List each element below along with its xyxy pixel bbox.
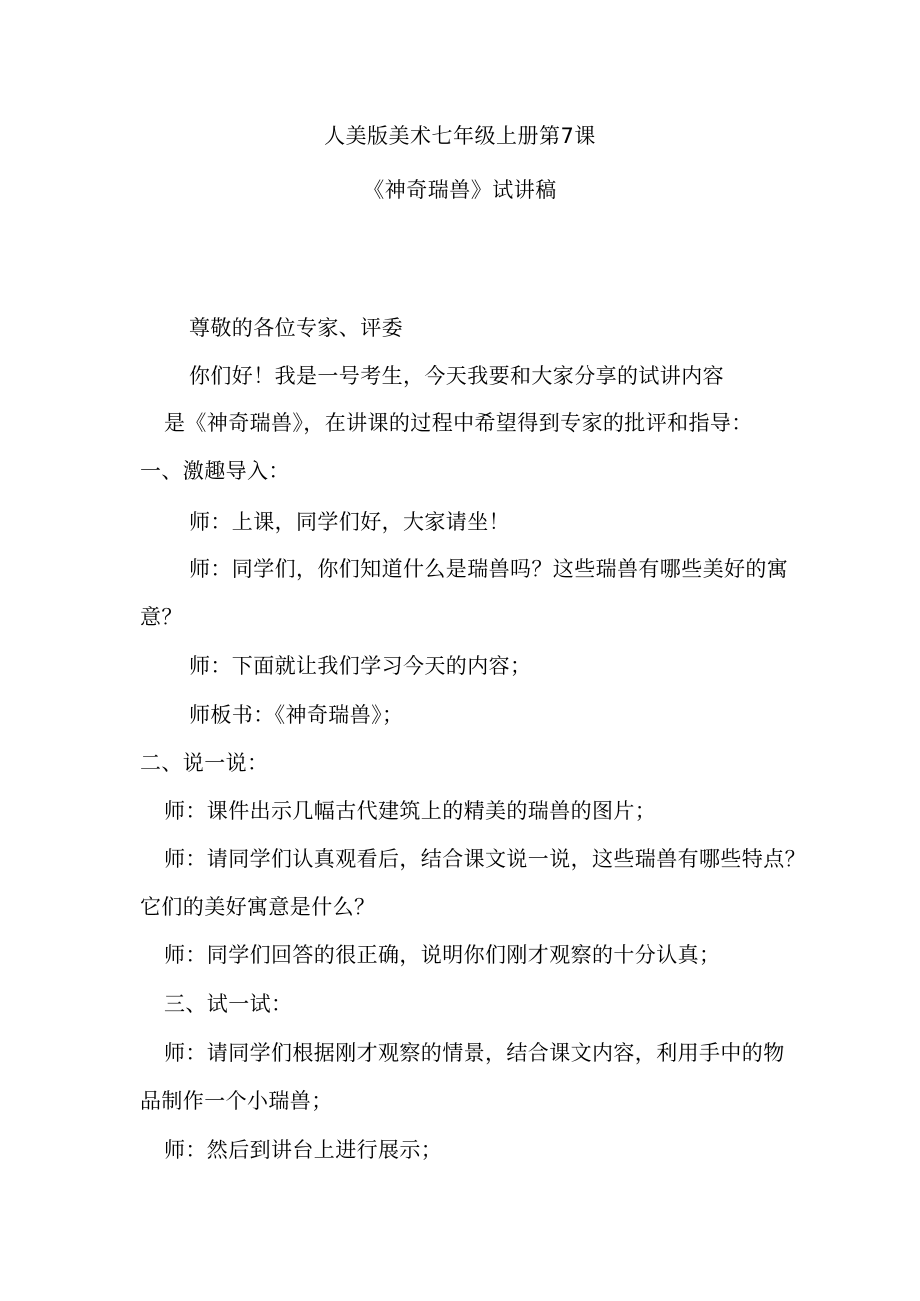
greeting-line: 尊敬的各位专家、评委 xyxy=(189,316,403,340)
intro-line-1: 你们好！我是一号考生，今天我要和大家分享的试讲内容 xyxy=(189,364,724,388)
paragraph-line: 意？ xyxy=(140,605,183,629)
section-heading-2: 二、说一说： xyxy=(140,751,269,775)
paragraph-line: 师：然后到讲台上进行展示； xyxy=(164,1138,443,1162)
document-subtitle: 《神奇瑞兽》试讲稿 xyxy=(363,178,557,202)
section-heading-3: 三、试一试： xyxy=(164,992,293,1016)
section-heading-1: 一、激趣导入： xyxy=(140,459,290,483)
paragraph-line: 师：请同学们认真观看后，结合课文说一说，这些瑞兽有哪些特点？ xyxy=(164,847,806,871)
paragraph-line: 师板书：《神奇瑞兽》； xyxy=(189,703,404,727)
paragraph-line: 师：下面就让我们学习今天的内容； xyxy=(189,654,532,678)
paragraph-line: 品制作一个小瑞兽； xyxy=(140,1089,333,1113)
paragraph-line: 它们的美好寓意是什么？ xyxy=(140,895,376,919)
paragraph-line: 师：课件出示几幅古代建筑上的精美的瑞兽的图片； xyxy=(164,799,657,823)
paragraph-line: 师：同学们回答的很正确，说明你们刚才观察的十分认真； xyxy=(164,943,721,967)
paragraph-line: 师：上课，同学们好，大家请坐！ xyxy=(189,510,510,534)
paragraph-line: 师：同学们，你们知道什么是瑞兽吗？这些瑞兽有哪些美好的寓 xyxy=(189,557,789,581)
intro-line-2: 是《神奇瑞兽》，在讲课的过程中希望得到专家的批评和指导： xyxy=(164,411,753,435)
document-title: 人美版美术七年级上册第7课 xyxy=(324,124,596,148)
paragraph-line: 师：请同学们根据刚才观察的情景，结合课文内容，利用手中的物 xyxy=(164,1041,785,1065)
